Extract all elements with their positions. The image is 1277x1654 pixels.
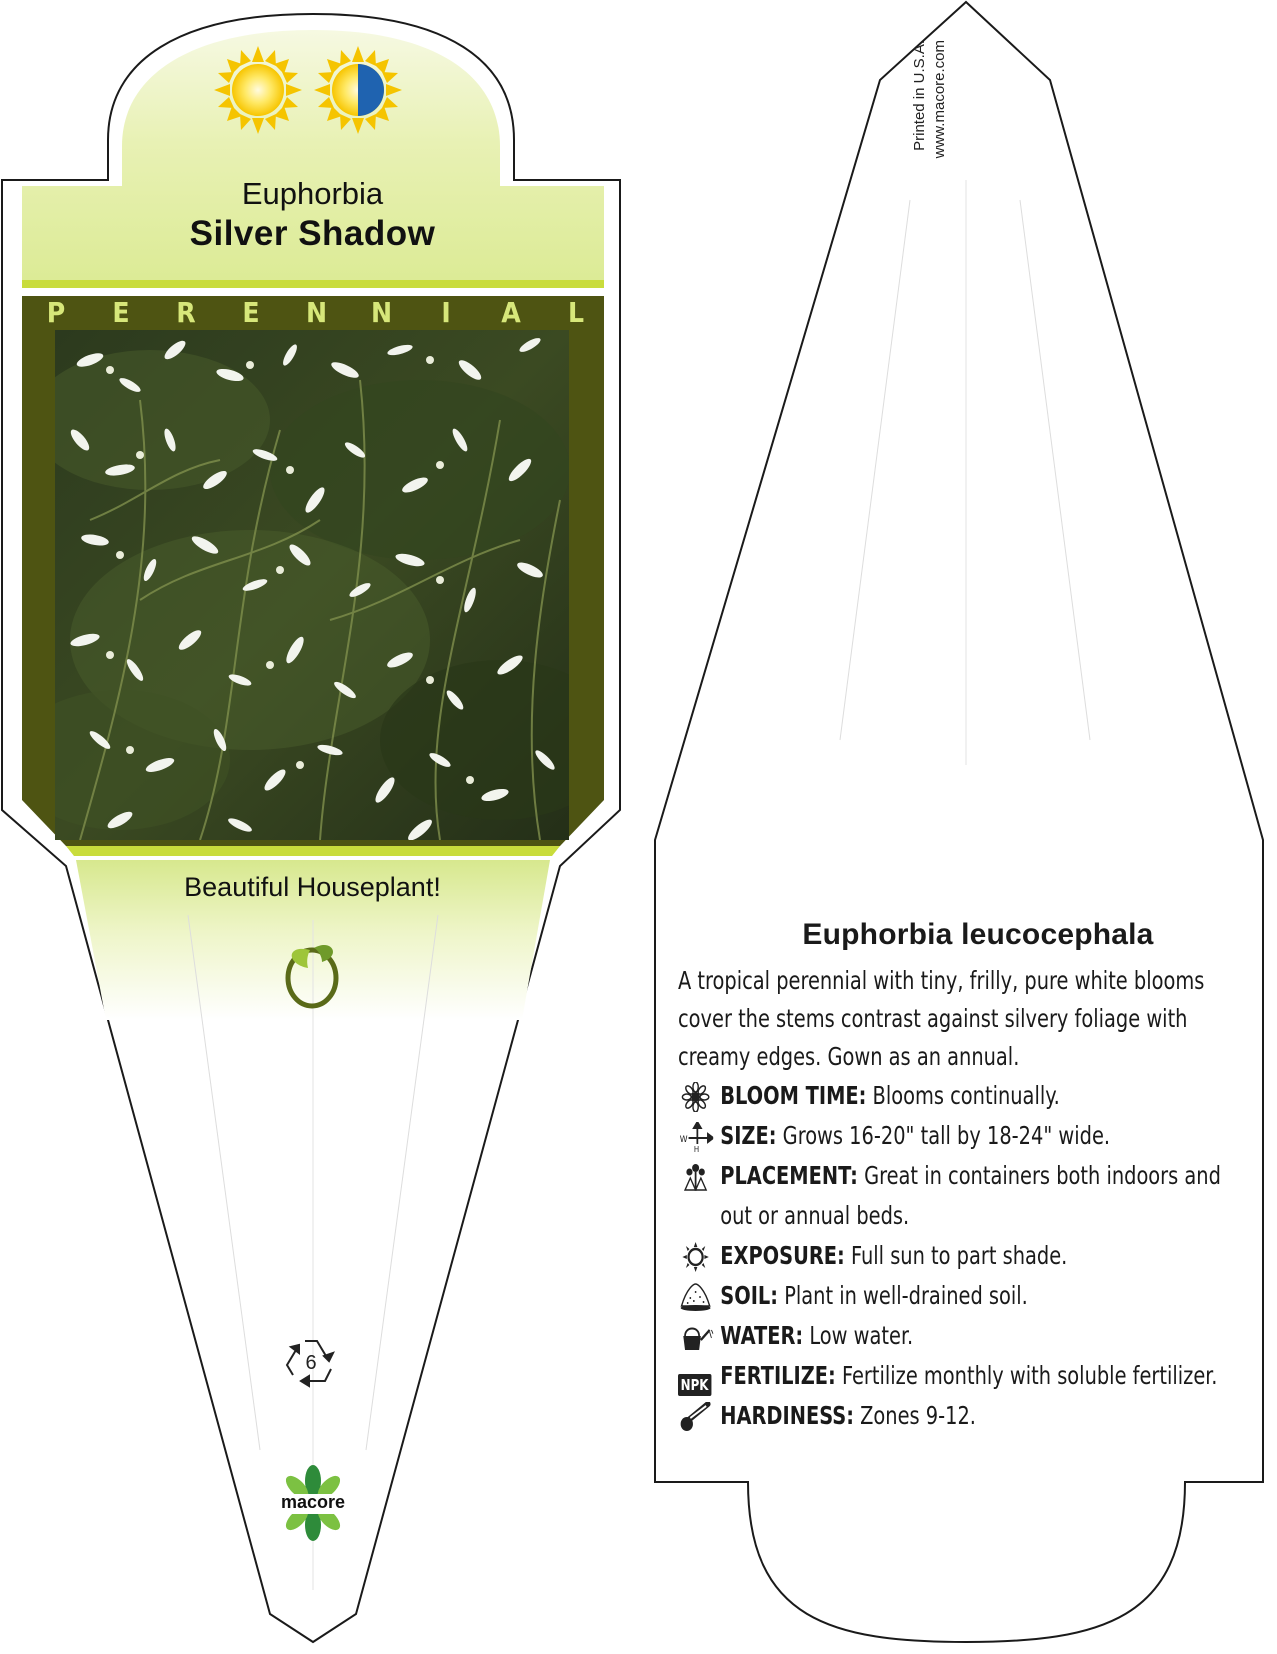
printer-credit: [910, 40, 970, 220]
care-item-hardiness: [678, 1396, 1241, 1436]
printed-in-label: Printed in U.S.A.: [911, 40, 928, 151]
care-info-panel: [678, 918, 1248, 1436]
category-letter: A: [501, 296, 521, 329]
npk-icon: [678, 1362, 713, 1392]
care-label: HARDINESS:: [720, 1401, 854, 1430]
plant-category: [46, 296, 586, 329]
care-label: PLACEMENT:: [720, 1161, 858, 1190]
plant-photo: [10, 330, 620, 843]
care-item-placement: [678, 1156, 1241, 1236]
care-text: Grows 16-20" tall by 18-24" wide.: [776, 1121, 1111, 1150]
care-list: [678, 1076, 1241, 1436]
botanical-name: Euphorbia leucocephala: [802, 918, 1154, 951]
printer-website: www.macore.com: [931, 40, 948, 159]
category-letter: P: [46, 296, 66, 329]
category-letter: N: [306, 296, 328, 329]
watering-can-icon: [678, 1322, 713, 1352]
plant-genus: Euphorbia: [241, 176, 384, 211]
care-text: Fertilize monthly with soluble fertilizer.: [835, 1361, 1218, 1390]
part-shade-icon: [314, 46, 402, 134]
thermometer-icon: [678, 1402, 713, 1432]
care-label: WATER:: [720, 1321, 804, 1350]
care-text: Blooms continually.: [866, 1081, 1060, 1110]
category-letter: I: [441, 296, 451, 329]
care-text: Low water.: [803, 1321, 914, 1350]
recycle-number: 6: [305, 1352, 317, 1374]
care-label: FERTILIZE:: [720, 1361, 836, 1390]
category-letter: E: [112, 296, 130, 329]
care-item-fertilize: [678, 1356, 1241, 1396]
category-letter: L: [567, 296, 585, 329]
care-label: EXPOSURE:: [720, 1241, 845, 1270]
care-text: Zones 9-12.: [853, 1401, 976, 1430]
full-sun-icon: [214, 46, 302, 134]
plant-description: A tropical perennial with tiny, frilly, pure white blooms cover the stems contrast against silvery foliage with creamy edges. Gown as an annual.: [678, 966, 1205, 1071]
svg-text:W: W: [679, 1133, 688, 1145]
care-label: BLOOM TIME:: [720, 1081, 867, 1110]
care-text: Full sun to part shade.: [844, 1241, 1068, 1270]
care-item-soil: [678, 1276, 1241, 1316]
plant-cultivar: Silver Shadow: [189, 214, 436, 253]
care-item-water: [678, 1316, 1241, 1356]
care-label: SIZE:: [720, 1121, 777, 1150]
category-letter: E: [242, 296, 260, 329]
care-item-bloom-time: [678, 1076, 1241, 1116]
soil-pile-icon: [678, 1282, 713, 1312]
tagline: Beautiful Houseplant!: [184, 872, 441, 902]
flower-icon: [678, 1082, 713, 1112]
svg-text:H: H: [693, 1144, 700, 1152]
category-letter: N: [371, 296, 393, 329]
brand-name: macore: [280, 1492, 346, 1512]
category-letter: R: [176, 296, 196, 329]
size-arrows-icon: [678, 1122, 713, 1152]
care-label: SOIL:: [720, 1281, 779, 1310]
care-text: Great in containers both indoors and out or annual beds.: [720, 1161, 1221, 1230]
care-item-size: [678, 1116, 1241, 1156]
care-text: Plant in well-drained soil.: [778, 1281, 1028, 1310]
npk-badge: NPK: [678, 1374, 711, 1396]
sun-icon: [678, 1242, 713, 1272]
placement-plants-icon: [678, 1162, 713, 1192]
care-item-exposure: [678, 1236, 1241, 1276]
